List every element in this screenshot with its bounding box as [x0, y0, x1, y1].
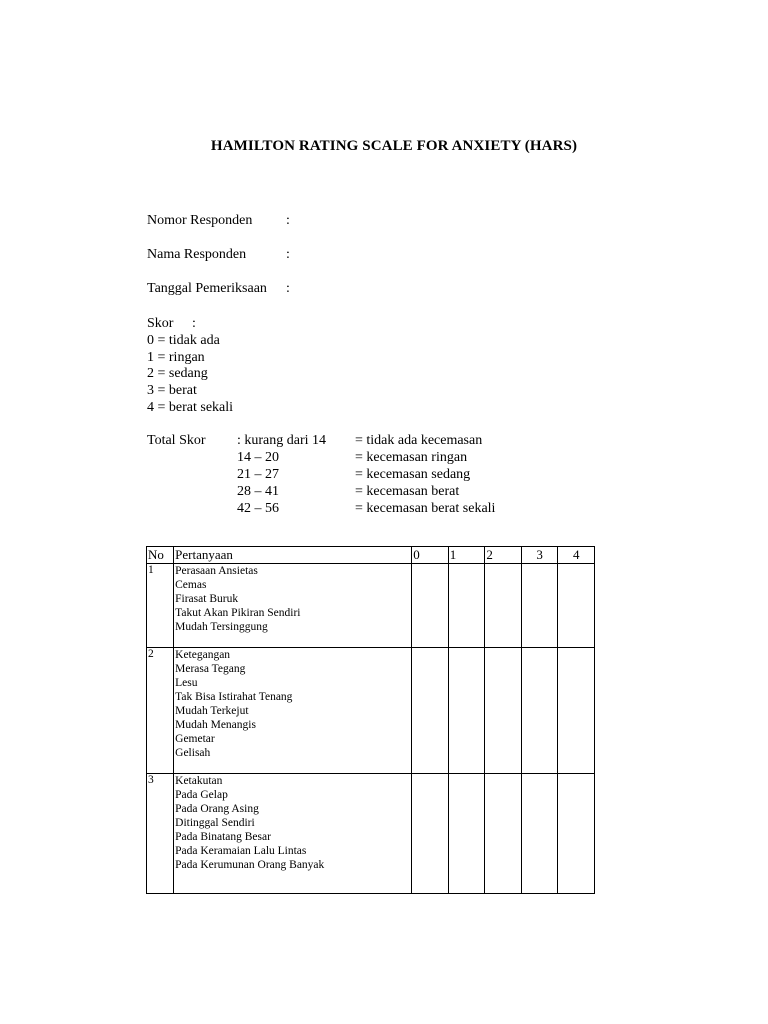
row-number: 1: [147, 564, 174, 648]
field-nomor-responden: [147, 213, 252, 229]
range-item: 14 – 20: [237, 450, 279, 465]
header-score-4: 4: [558, 547, 595, 564]
score-cell-4[interactable]: [558, 774, 595, 894]
score-cell-4[interactable]: [558, 648, 595, 774]
category-item: = kecemasan berat: [355, 484, 460, 499]
skor-item: 2 = sedang: [147, 366, 208, 382]
question-item: Ketegangan: [175, 649, 231, 661]
total-skor-label: Total Skor: [147, 433, 206, 448]
question-item: Lesu: [175, 677, 198, 689]
question-item: Perasaan Ansietas: [175, 565, 258, 577]
row-number: 3: [147, 774, 174, 894]
question-cell: [174, 648, 412, 774]
question-cell: [174, 774, 412, 894]
header-no: No: [147, 547, 174, 564]
field-colon: :: [286, 213, 290, 228]
score-cell-1[interactable]: [448, 648, 485, 774]
score-cell-1[interactable]: [448, 564, 485, 648]
question-cell: [174, 564, 412, 648]
question-item: Pada Kerumunan Orang Banyak: [175, 859, 325, 871]
question-item: Merasa Tegang: [175, 663, 246, 675]
score-cell-3[interactable]: [521, 564, 558, 648]
score-cell-3[interactable]: [521, 648, 558, 774]
field-colon: :: [286, 247, 290, 262]
question-item: Gemetar: [175, 733, 215, 745]
question-item: Pada Binatang Besar: [175, 831, 271, 843]
range-item: 28 – 41: [237, 484, 279, 499]
question-item: Pada Orang Asing: [175, 803, 259, 815]
hars-table: [146, 546, 595, 894]
field-label: Nomor Responden: [147, 213, 253, 228]
skor-item: 3 = berat: [147, 383, 197, 399]
skor-legend: [147, 316, 233, 417]
question-item: Tak Bisa Istirahat Tenang: [175, 691, 293, 703]
question-item: Ketakutan: [175, 775, 223, 787]
question-item: Firasat Buruk: [175, 593, 239, 605]
total-skor-categories: [355, 432, 495, 517]
skor-item: 1 = ringan: [147, 349, 205, 365]
skor-label: Skor: [147, 316, 174, 331]
category-item: = tidak ada kecemasan: [355, 433, 483, 448]
table-row: [147, 648, 595, 774]
score-cell-2[interactable]: [485, 774, 522, 894]
score-cell-0[interactable]: [412, 774, 449, 894]
score-cell-3[interactable]: [521, 774, 558, 894]
score-cell-0[interactable]: [412, 564, 449, 648]
question-item: Ditinggal Sendiri: [175, 817, 255, 829]
table-row: [147, 564, 595, 648]
skor-item: 4 = berat sekali: [147, 399, 234, 415]
header-score-2: 2: [485, 547, 522, 564]
document-title: HAMILTON RATING SCALE FOR ANXIETY (HARS): [210, 138, 578, 154]
category-item: = kecemasan ringan: [355, 450, 468, 465]
range-item: 42 – 56: [237, 501, 279, 516]
total-skor-ranges: [237, 432, 326, 517]
row-number: 2: [147, 648, 174, 774]
field-label: Nama Responden: [147, 247, 247, 262]
question-item: Cemas: [175, 579, 207, 591]
question-item: Mudah Terkejut: [175, 705, 249, 717]
question-item: Takut Akan Pikiran Sendiri: [175, 607, 301, 619]
range-item: 21 – 27: [237, 467, 279, 482]
table-header-row: [147, 547, 595, 564]
score-cell-2[interactable]: [485, 564, 522, 648]
range-item: : kurang dari 14: [237, 433, 327, 448]
header-score-1: 1: [448, 547, 485, 564]
skor-item: 0 = tidak ada: [147, 332, 220, 348]
question-item: Mudah Menangis: [175, 719, 256, 731]
question-item: Mudah Tersinggung: [175, 621, 268, 633]
question-item: Pada Keramaian Lalu Lintas: [175, 845, 307, 857]
score-cell-4[interactable]: [558, 564, 595, 648]
header-score-0: 0: [412, 547, 449, 564]
header-score-3: 3: [521, 547, 558, 564]
score-cell-1[interactable]: [448, 774, 485, 894]
score-cell-2[interactable]: [485, 648, 522, 774]
field-tanggal-pemeriksaan: [147, 281, 267, 297]
category-item: = kecemasan berat sekali: [355, 501, 496, 516]
question-item: Gelisah: [175, 747, 211, 759]
table-row: [147, 774, 595, 894]
header-pertanyaan: Pertanyaan: [174, 547, 412, 564]
question-item: Pada Gelap: [175, 789, 228, 801]
skor-colon: :: [192, 316, 196, 331]
field-nama-responden: [147, 247, 246, 263]
field-label: Tanggal Pemeriksaan: [147, 281, 267, 296]
category-item: = kecemasan sedang: [355, 467, 471, 482]
score-cell-0[interactable]: [412, 648, 449, 774]
field-colon: :: [286, 281, 290, 296]
